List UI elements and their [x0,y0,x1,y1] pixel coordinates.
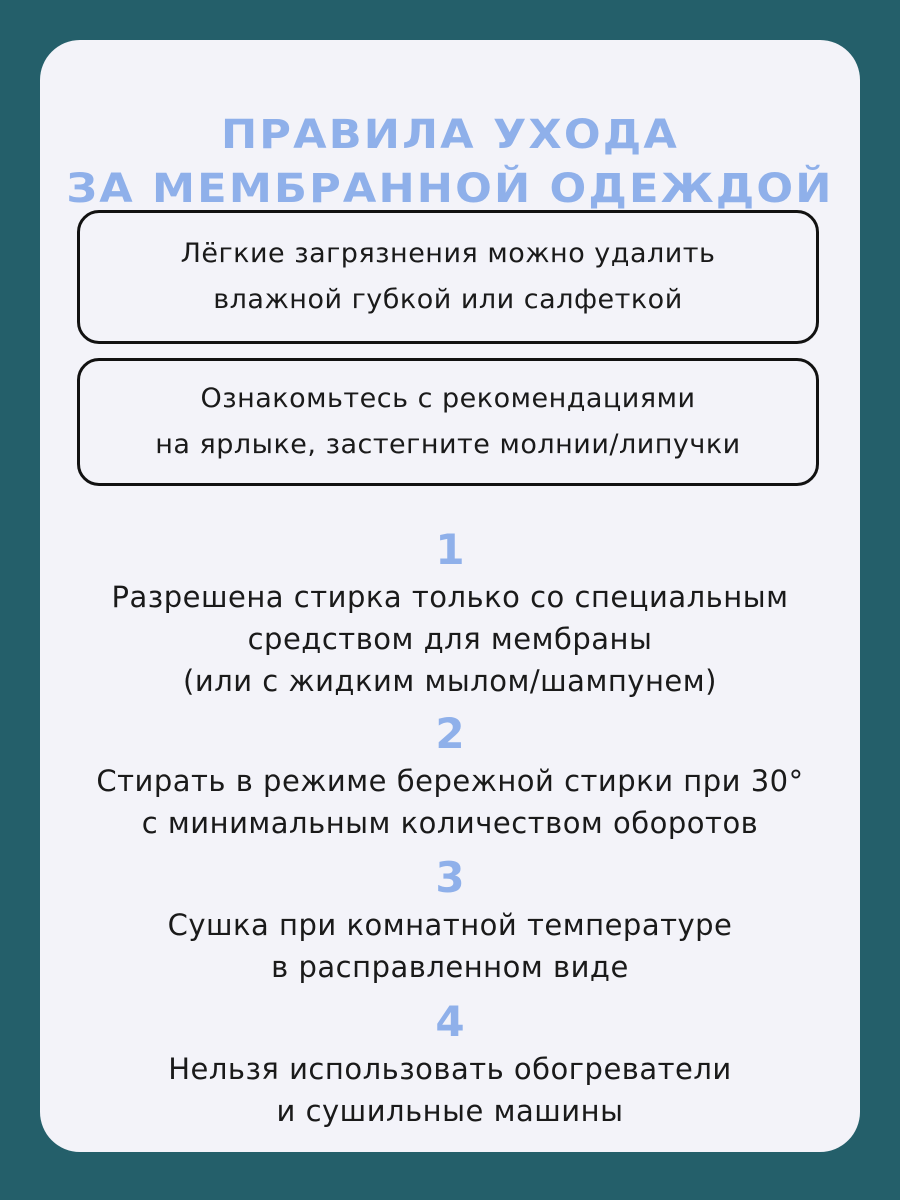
step-1 [40,524,860,702]
step-2 [40,708,860,844]
note-line: влажной губкой или салфеткой [213,284,683,315]
step-text [40,576,860,702]
note-box-label-recommendations [77,358,819,486]
step-3 [40,852,860,988]
step-number: 2 [435,709,465,758]
step-line: в расправленном виде [271,950,629,984]
title-line-1: ПРАВИЛА УХОДА [220,112,680,158]
step-number: 3 [435,853,465,902]
step-line: и сушильные машины [276,1094,624,1128]
note-line: Лёгкие загрязнения можно удалить [180,238,716,269]
step-number: 4 [435,997,465,1046]
note-line: Ознакомьтесь с рекомендациями [200,383,696,414]
step-line: Стирать в режиме бережной стирки при 30° [96,764,804,798]
step-text [40,904,860,988]
page-title [7,108,893,216]
step-number: 1 [435,525,465,574]
care-card [40,40,860,1152]
step-line: Разрешена стирка только со специальным [111,580,789,614]
note-line: на ярлыке, застегните молнии/липучки [155,429,741,460]
step-text [40,760,860,844]
note-box-light-stains [77,210,819,344]
step-text [40,1048,860,1132]
step-line: средством для мембраны [247,622,653,656]
step-line: Нельзя использовать обогреватели [168,1052,732,1086]
step-4 [40,996,860,1132]
title-line-2: ЗА МЕМБРАННОЙ ОДЕЖДОЙ [66,166,834,212]
step-line: с минимальным количеством оборотов [141,806,759,840]
step-line: Сушка при комнатной температуре [167,908,733,942]
step-line: (или с жидким мылом/шампунем) [183,664,717,698]
